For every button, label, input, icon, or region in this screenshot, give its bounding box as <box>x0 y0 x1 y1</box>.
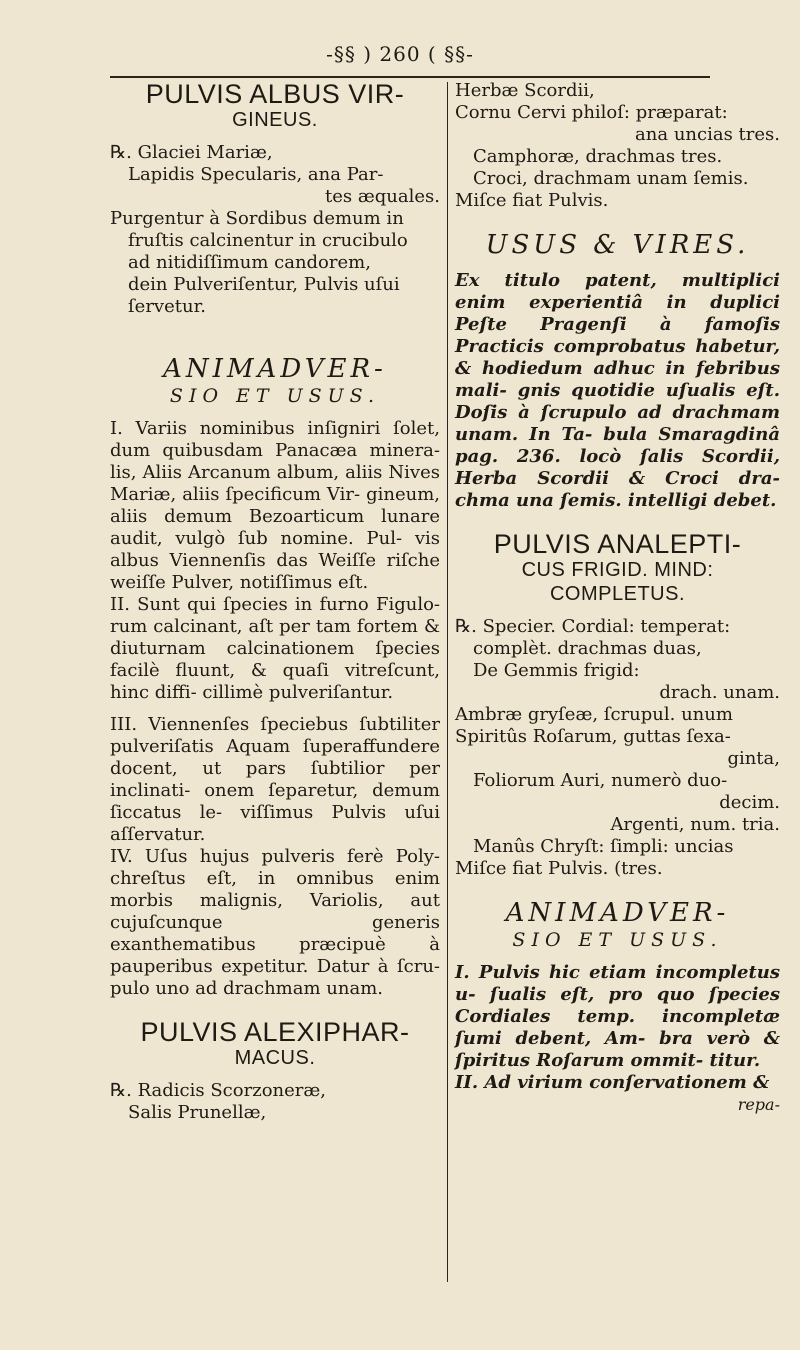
recipe-line: ana uncias tres. <box>635 124 780 145</box>
recipe-line: ginta, <box>727 748 780 769</box>
recipe-line: Salis Prunellæ, <box>128 1102 267 1123</box>
right-section-title-1: USUS & VIRES. <box>485 230 750 260</box>
paragraph-1: I. Variis nominibus inſigniri ſolet, dum quibusdam Panacæa minera- lis, Aliis Arcanum album, aliis Nives Mariæ, aliis ſpecificum Vir- gineum, aliis demum Bezoarticum lunare audit, vulgò ſub nomine. Pul- vis albus Viennenſis das Weiſſe riſche weiſſe Pulver, notiſſimus eſt. <box>110 418 440 593</box>
recipe-line: tes æquales. <box>325 186 440 207</box>
recipe-line: ℞. Glaciei Mariæ, <box>110 142 273 163</box>
recipe-line: Herbæ Scordii, <box>455 80 595 101</box>
header-rule <box>110 76 710 78</box>
paragraph-6: II. Ad virium conſervationem & <box>455 1072 770 1093</box>
recipe-line: Manûs Chryſt: ſimpli: uncias <box>473 836 734 857</box>
recipe-line: drach. unam. <box>659 682 780 703</box>
right-heading: PULVIS ANALEPTI- CUS FRIGID. MIND: COMPLETUS. <box>493 529 742 605</box>
recipe-line: Cornu Cervi philoſ: præparat: <box>455 102 728 123</box>
paragraph-2: II. Sunt qui ſpecies in furno Figulo- rum calcinant, aſt per tam fortem & diuturnam calcinationem ſpecies facilè fluunt, & quaſi vitreſcunt, hinc diffi- cillimè pulveriſantur. <box>110 594 440 703</box>
recipe-line: dein Pulveriſentur, Pulvis uſui <box>128 274 400 295</box>
recipe-line: ℞. Specier. Cordial: temperat: <box>455 616 731 637</box>
recipe-line: Camphoræ, drachmas tres. <box>473 146 723 167</box>
recipe-line: Ambræ gryſeæ, ſcrupul. unum <box>455 704 733 725</box>
left-heading-1: PULVIS ALBUS VIR- GINEUS. <box>145 79 405 131</box>
paragraph-5: I. Pulvis hic etiam incompletus u- ſualis eſt, pro quo ſpecies Cordiales temp. incompletæ ſumi debent, Am- bra verò & ſpiritus Roſarum ommit- titur. <box>455 962 780 1071</box>
recipe-line: Argenti, num. tria. <box>610 814 780 835</box>
recipe-line: Miſce fiat Pulvis. <box>455 190 609 211</box>
paragraph-4: IV. Uſus hujus pulveris ferè Poly- chreſtus eſt, in omnibus enim morbis malignis, Variolis, aut cujuſcunque generis exanthematibus præcipuè à pauperibus expetitur. Datur à ſcru- pulo uno ad drachmam unam. <box>110 846 440 999</box>
recipe-line: De Gemmis frigid: <box>473 660 640 681</box>
recipe-line: Purgentur à Sordibus demum in <box>110 208 404 229</box>
recipe-line: Spiritûs Roſarum, guttas ſexa- <box>455 726 731 747</box>
recipe-line: Croci, drachmam unam ſemis. <box>473 168 749 189</box>
catchword: repa- <box>737 1095 780 1114</box>
page-number: -§§ ) 260 ( §§- <box>326 42 474 66</box>
recipe-line: ſervetur. <box>128 296 206 317</box>
recipe-line: Foliorum Auri, numerò duo- <box>473 770 728 791</box>
recipe-line: ℞. Radicis Scorzoneræ, <box>110 1080 327 1101</box>
left-column <box>110 80 440 1124</box>
paragraph-3: III. Viennenſes ſpeciebus ſubtiliter pulveriſatis Aquam ſuperaffundere docent, ut pars ſubtilior per inclinati- onem ſeparetur, demum ſiccatus le- viſſimus Pulvis uſui aſſervatur. <box>110 714 440 845</box>
recipe-line: ad nitidiſſimum candorem, <box>128 252 371 273</box>
right-column <box>455 80 780 1116</box>
right-section-title-2: ANIMADVER- SIO ET USUS. <box>505 898 730 951</box>
page-header <box>0 42 800 72</box>
recipe-line: decim. <box>719 792 780 813</box>
recipe-line: Lapidis Specularis, ana Par- <box>128 164 384 185</box>
recipe-line: Miſce fiat Pulvis. (tres. <box>455 858 663 879</box>
recipe-line: fruſtis calcinentur in crucibulo <box>128 230 408 251</box>
column-divider <box>447 82 448 1282</box>
left-heading-2: PULVIS ALEXIPHAR- MACUS. <box>140 1017 410 1069</box>
left-section-title: ANIMADVER- SIO ET USUS. <box>163 354 387 407</box>
paragraph-usus: Ex titulo patent, multiplici enim experientiâ in duplici Peſte Pragenſi à famoſis Practicis comprobatus habetur, & hodiedum adhuc in febribus mali- gnis quotidie uſualis eſt. Doſis à ſcrupulo ad drachmam unam. In Ta- bula Smaragdinâ pag. 236. locò ſalis Scordii, Herba Scordii & Croci dra- chma una ſemis. intelligi debet. <box>455 270 780 511</box>
recipe-line: complèt. drachmas duas, <box>473 638 702 659</box>
